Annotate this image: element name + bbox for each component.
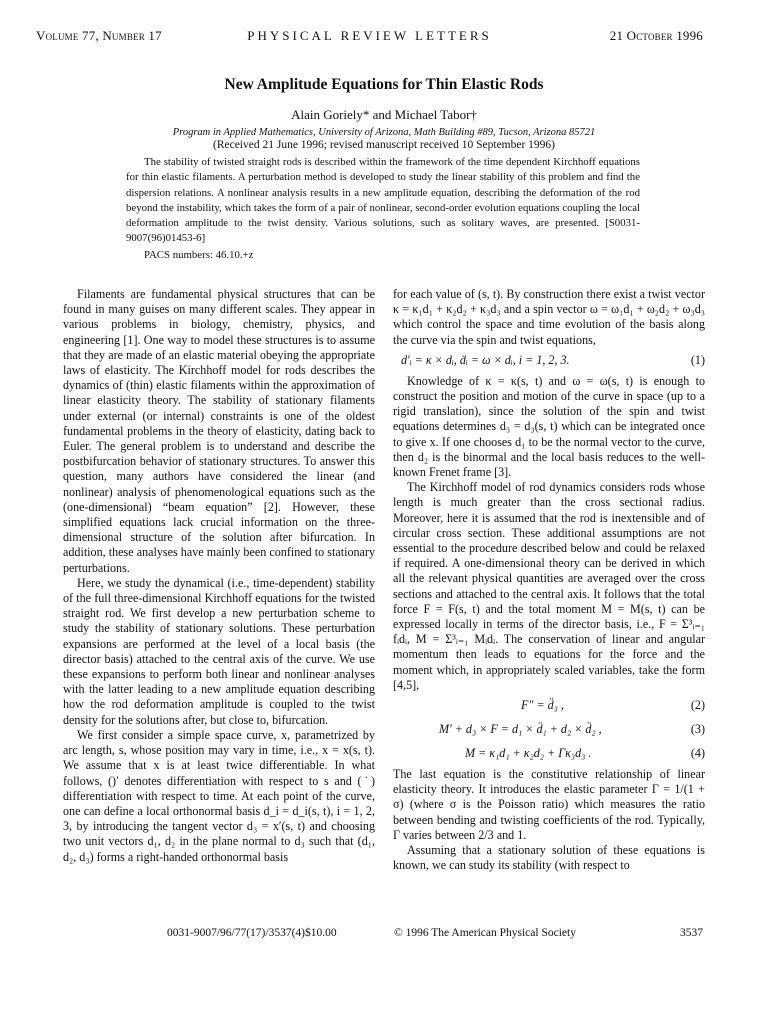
equation-number: (1) <box>690 352 705 367</box>
affiliation: Program in Applied Mathematics, University of Arizona, Math Building #89, Tucson, Arizona 85721 <box>172 127 596 138</box>
equation-1 <box>393 350 705 372</box>
running-head <box>36 28 703 44</box>
right-column <box>393 287 705 874</box>
copyright: © 1996 The American Physical Society <box>394 927 576 939</box>
equation-3 <box>393 719 705 741</box>
page-number: 3537 <box>680 927 703 939</box>
equation-number: (2) <box>690 698 705 713</box>
paragraph: The last equation is the constitutive relationship of linear elasticity theory. It introduces the elastic parameter Γ = 1/(1 + σ) (where σ is the Poisson ratio) which measures the ratio between bending and twisting coefficients of the rod. Typically, Γ varies between 2/3 and 1. <box>393 767 705 842</box>
equation-expression: d′ᵢ = κ × dᵢ, ḋᵢ = ω × dᵢ, i = 1, 2, 3. <box>401 352 570 367</box>
pacs-numbers: PACS numbers: 46.10.+z <box>144 249 254 261</box>
paragraph: Knowledge of κ = κ(s, t) and ω = ω(s, t) is enough to construct the position and motion of the curve in space (up to a rigid translation), since the solution of the spin and twist equations determines d₃ = d₃(s, t) which can be integrated once to give x. If one chooses d₁ to be the normal vector to the curve, then d₂ is the binormal and the local basis reduces to the well-known Frenet frame [3]. <box>393 373 705 480</box>
equation-expression: F″ = d̈₃ , <box>521 698 564 713</box>
paragraph: for each value of (s, t). By construction there exist a twist vector κ = κ₁d₁ + κ₂d₂ + κ₃d₃ and a spin vector ω = ω₁d₁ + ω₂d₂ + ω₃d₃ which control the space and time evolution of the basis along the curve via the spin and twist equations, <box>393 287 705 347</box>
received-dates: (Received 21 June 1996; revised manuscript received 10 September 1996) <box>212 139 556 151</box>
authors: Alain Goriely* and Michael Tabor† <box>291 107 477 122</box>
paragraph: Assuming that a stationary solution of these equations is known, we can study its stability (with respect to <box>393 843 705 873</box>
volume-number: Volume 77, Number 17 <box>36 28 162 43</box>
journal-name: PHYSICAL REVIEW LETTERS <box>247 28 492 43</box>
equation-expression: M = κ₁d₁ + κ₂d₂ + Γκ₃d₃ . <box>465 746 592 761</box>
title-block <box>60 76 708 151</box>
issue-date: 21 October 1996 <box>609 28 703 43</box>
paragraph: We first consider a simple space curve, x, parametrized by arc length, s, whose position may vary in time, i.e., x = x(s, t). We assume that x is at least twice differentiable. In what follows, ()′ denotes differentiation with respect to s and (˙) differentiation with respect to time. At each point of the curve, one can define a local orthonormal basis d_i = d_i(s, t), i = 1, 2, 3, by introducing the tangent vector d₃ = x′(s, t) and choosing two unit vectors d₁, d₂ in the plane normal to d₃ such that (d₁, d₂, d₃) forms a right-handed orthonormal basis <box>63 727 375 864</box>
abstract: The stability of twisted straight rods is described within the framework of the time dependent Kirchhoff equations for thin elastic filaments. A perturbation method is developed to study the linear stability of this problem and find the dispersion relations. A nonlinear analysis results in a new amplitude equation, describing the deformation of the rod beyond the instability, which takes the form of a pair of nonlinear, second-order evolution equations coupling the local deformation amplitude to the twist density. Various solutions, such as solitary waves, are presented. [S0031-9007(96)01453-6] <box>126 156 640 245</box>
equation-number: (4) <box>690 746 705 761</box>
article-title: New Amplitude Equations for Thin Elastic Rods <box>224 76 544 93</box>
equation-expression: M′ + d₃ × F = d₁ × d̈₁ + d₂ × d̈₂ , <box>439 722 602 737</box>
left-column <box>63 287 375 865</box>
equation-2 <box>393 695 705 717</box>
paragraph: Filaments are fundamental physical structures that can be found in many guises on many different scales. They appear in various problems in biology, chemistry, physics, and engineering [1]. One way to model these structures is to assume that they are made of an elastic material obeying the appropriate laws of elasticity. The Kirchhoff model for rods describes the dynamics of (thin) elastic filaments within the approximation of linear elasticity theory. The stability of stationary filaments under external (or internal) constraints is one of the oldest fundamental problems in the theory of elasticity, dating back to Euler. The general problem is to understand and describe the postbifurcation behavior of stationary structures. To answer this question, many authors have considered the linear (and nonlinear) analysis of phenomenological equations such as the (one-dimensional) “beam equation” [2]. However, these simplified equations lack crucial information on the three-dimensional structure of the solution after bifurcation. In addition, these analyses have mainly been confined to stationary perturbations. <box>63 287 375 575</box>
paragraph: Here, we study the dynamical (i.e., time-dependent) stability of the full three-dimensional Kirchhoff equations for the twisted straight rod. We first develop a new perturbation scheme to study the stability of stationary solutions. These perturbation expansions are performed at the level of a local basis (the director basis) attached to the central axis of the curve. We use these expansions to perform both linear and nonlinear analyses with the latter leading to a new amplitude equation describing how the rod deformation amplitude is coupled to the twist density for the solutions after, but close to, bifurcation. <box>63 575 375 727</box>
equation-4 <box>393 743 705 765</box>
page-footer <box>36 927 703 943</box>
equation-number: (3) <box>690 722 705 737</box>
article-code: 0031-9007/96/77(17)/3537(4)$10.00 <box>167 927 337 939</box>
paragraph: The Kirchhoff model of rod dynamics considers rods whose length is much greater than the cross sectional radius. Moreover, here it is assumed that the rod is inextensible and of circular cross section. These additional assumptions are not essential to the procedure described below and could be relaxed if required. A one-dimensional theory can be derived in which all the relevant physical quantities are averaged over the cross sections and attached to the central axis. It follows that the total force F = F(s, t) and the total moment M = M(s, t) can be expressed locally in terms of the director basis, i.e., F = Σ³ᵢ₌₁ fᵢdᵢ, M = Σ³ᵢ₌₁ Mᵢdᵢ. The conservation of linear and angular momentum then leads to equations for the force and the moment which, in appropriately scaled variables, take the form [4,5], <box>393 480 705 692</box>
